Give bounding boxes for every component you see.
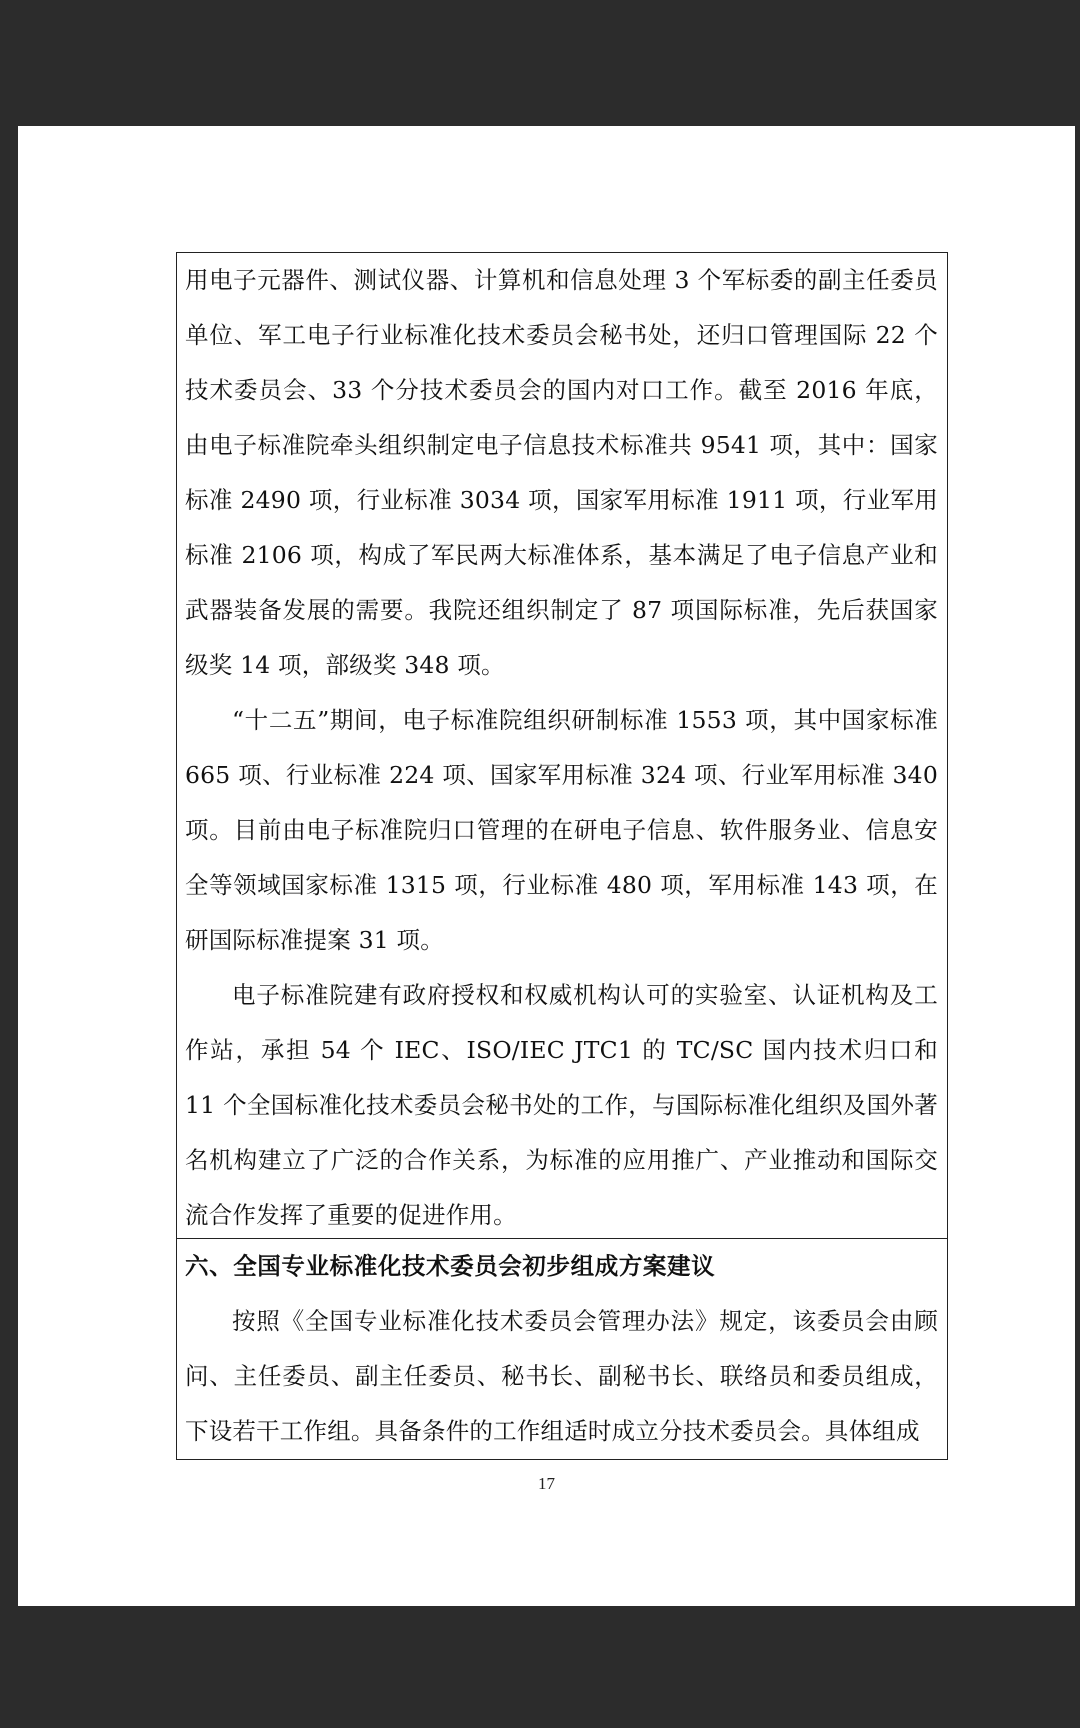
paragraph-twelfth-five-year: “十二五”期间，电子标准院组织研制标准 1553 项，其中国家标准 665 项、行业标准 224 项、国家军用标准 324 项、行业军用标准 340 项。目前由电子标准院归口管理的在研电子信息、软件服务业、信息安全等领域国家标准 1315 项，行业标准 480 项，军用标准 143 项，在研国际标准提案 31 项。 bbox=[185, 706, 938, 954]
paragraph-continuation: 用电子元器件、测试仪器、计算机和信息处理 3 个军标委的副主任委员单位、军工电子行业标准化技术委员会秘书处，还归口管理国际 22 个技术委员会、33 个分技术委员会的国内对口工作。截至 2016 年底，由电子标准院牵头组织制定电子信息技术标准共 9541 项，其中：国家标准 2490 项，行业标准 3034 项，国家军用标准 1911 项，行业军用标准 2106 项，构成了军民两大标准体系，基本满足了电子信息产业和武器装备发展的需要。我院还组织制定了 87 项国际标准，先后获国家级奖 14 项，部级奖 348 项。 bbox=[185, 266, 938, 679]
cell-text bbox=[185, 1239, 938, 1459]
table-cell-section-six bbox=[177, 1239, 947, 1459]
section-six-paragraph: 按照《全国专业标准化技术委员会管理办法》规定，该委员会由顾问、主任委员、副主任委员、秘书长、副秘书长、联络员和委员组成，下设若干工作组。具备条件的工作组适时成立分技术委员会。具体组成 bbox=[185, 1307, 938, 1445]
document-page bbox=[18, 126, 1075, 1606]
cell-text bbox=[185, 253, 938, 1243]
section-six-heading: 六、全国专业标准化技术委员会初步组成方案建议 bbox=[185, 1252, 716, 1280]
paragraph-labs-and-cooperation: 电子标准院建有政府授权和权威机构认可的实验室、认证机构及工作站，承担 54 个 IEC、ISO/IEC JTC1 的 TC/SC 国内技术归口和 11 个全国标准化技术委员会秘书处的工作，与国际标准化组织及国外著名机构建立了广泛的合作关系，为标准的应用推广、产业推动和国际交流合作发挥了重要的促进作用。 bbox=[185, 981, 938, 1229]
table-cell-organization-background bbox=[177, 253, 947, 1239]
page-number: 17 bbox=[538, 1474, 555, 1493]
proposal-table bbox=[176, 252, 948, 1460]
